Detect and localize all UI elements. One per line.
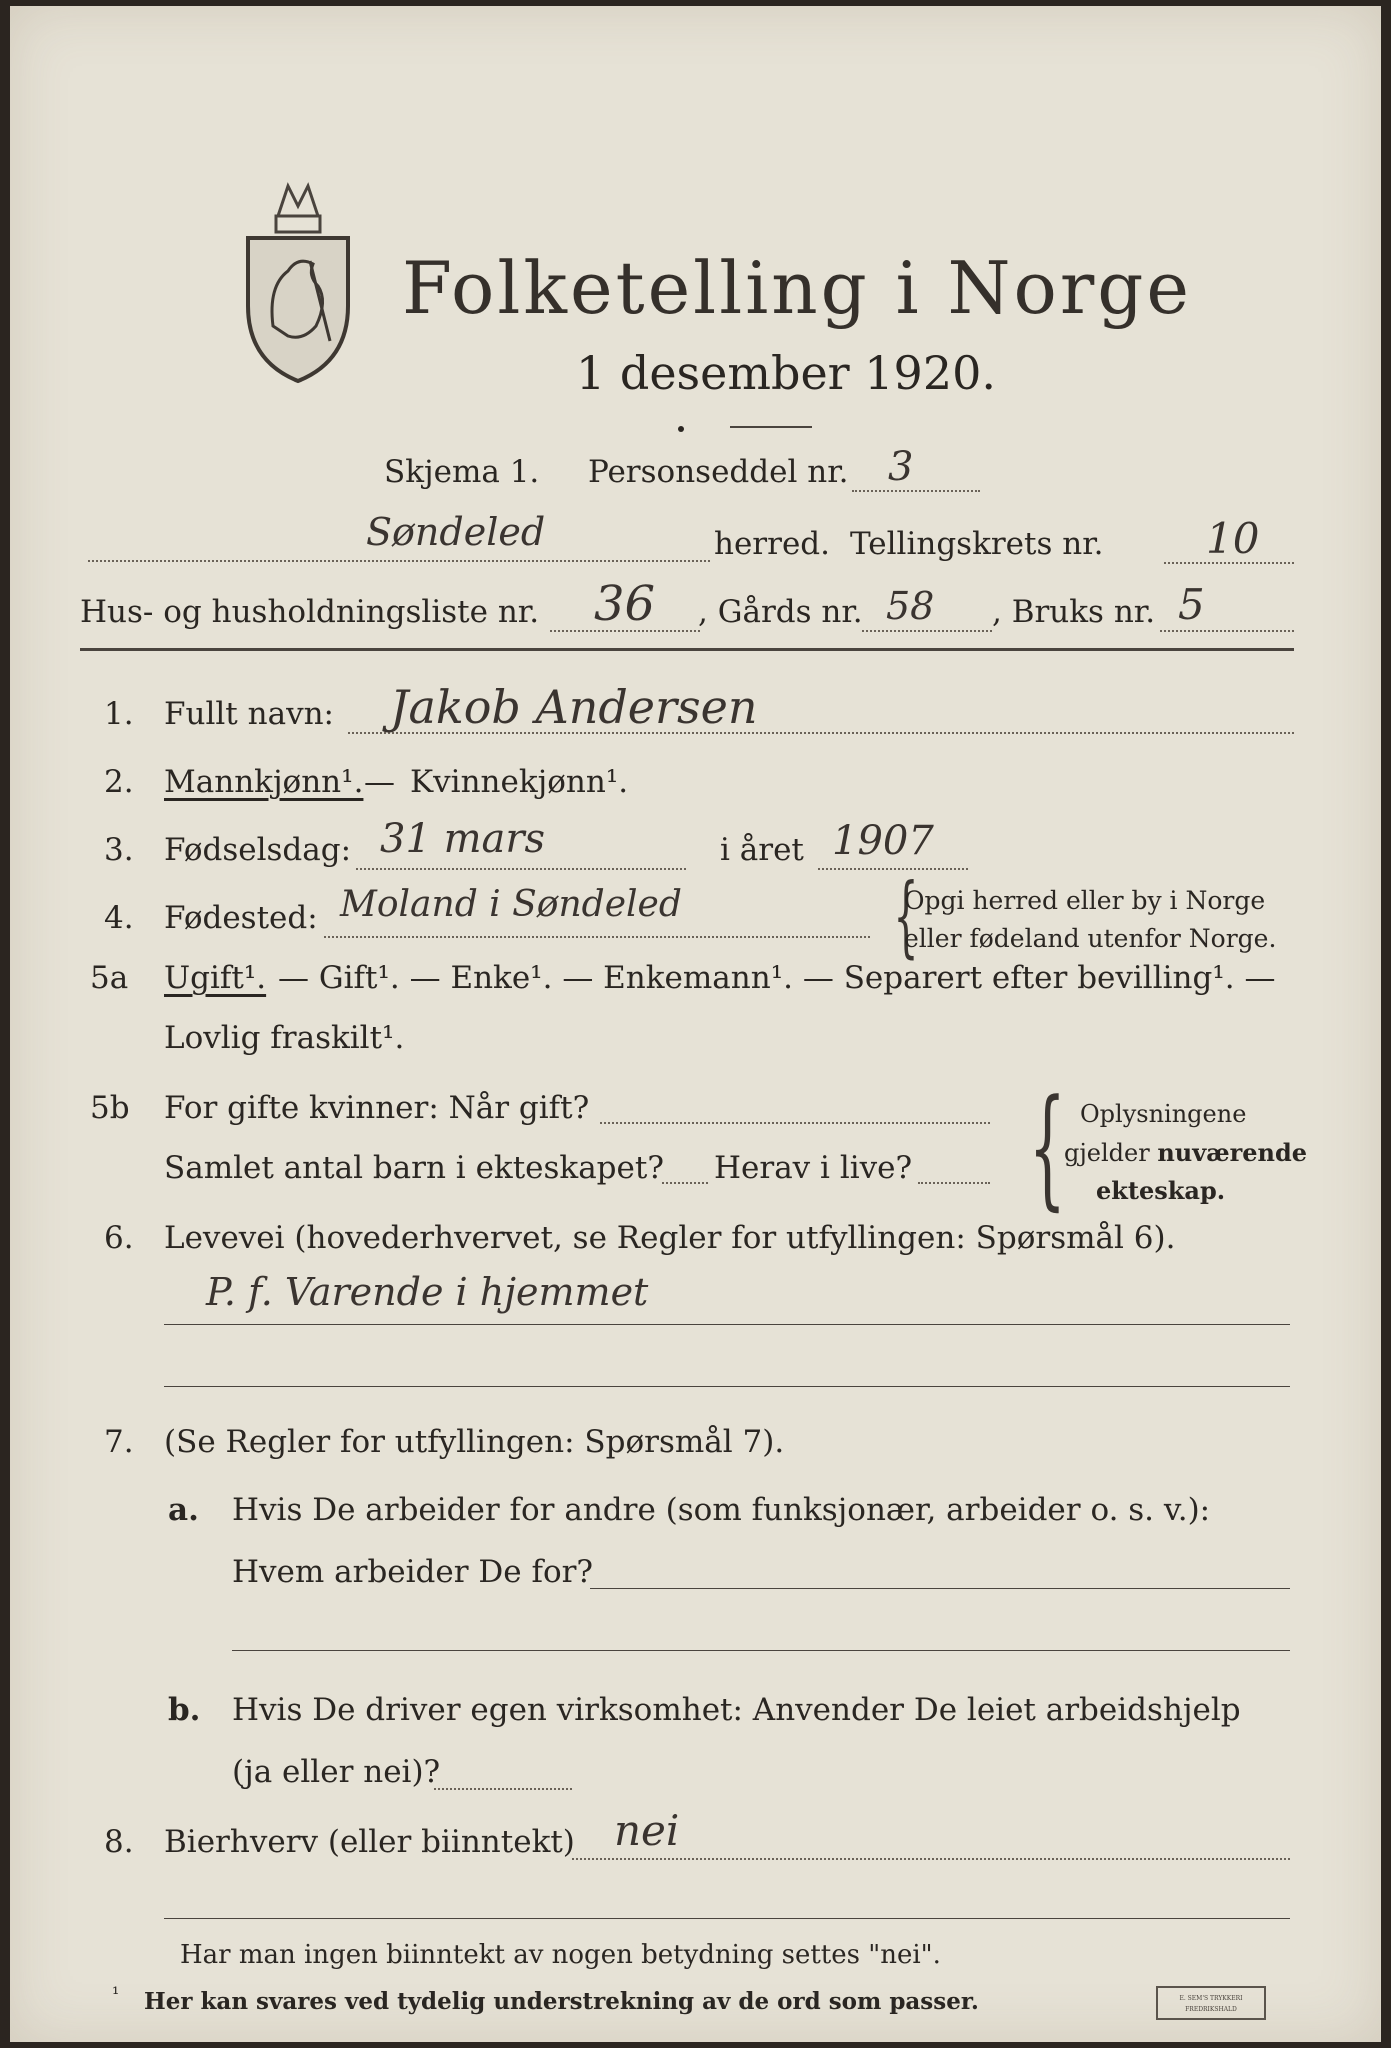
hired-help-line — [434, 1788, 572, 1790]
birthplace-line — [324, 936, 870, 938]
q6-number: 6. — [104, 1220, 134, 1256]
census-form-sheet — [10, 6, 1381, 2042]
marital-ugift-option[interactable]: Ugift¹. — [164, 960, 267, 996]
side-income-line — [572, 1858, 1290, 1860]
gards-label: , Gårds nr. — [698, 594, 863, 630]
personseddel-line — [852, 490, 980, 492]
gards-value[interactable]: 58 — [886, 584, 935, 628]
q8-number: 8. — [104, 1824, 134, 1860]
q7a-label: Hvis De arbeider for andre (som funksjonær, arbeider o. s. v.): — [232, 1492, 1211, 1528]
q7b-label: Hvis De driver egen virksomhet: Anvender De leiet arbeidshjelp — [232, 1692, 1241, 1728]
bruks-value[interactable]: 5 — [1178, 580, 1205, 629]
occupation-line-2 — [164, 1386, 1290, 1387]
q5b-note-line2b: nuværende — [1157, 1138, 1308, 1167]
marital-other-options[interactable]: — Gift¹. — Enke¹. — Enkemann¹. — Separert efter bevilling¹. — — [278, 960, 1276, 996]
q5b-alive-label: Herav i live? — [714, 1150, 913, 1186]
q7-number: 7. — [104, 1424, 134, 1460]
q3-label: Fødselsdag: — [164, 832, 352, 868]
q3-year-label: i året — [720, 832, 804, 868]
norway-coat-of-arms-icon — [238, 176, 358, 386]
side-income-value[interactable]: nei — [614, 1806, 680, 1855]
q7b-number: b. — [168, 1692, 201, 1728]
children-count-line — [662, 1182, 708, 1184]
children-alive-line — [918, 1182, 990, 1184]
birthyear-value[interactable]: 1907 — [832, 818, 934, 864]
bruks-line — [1160, 630, 1294, 632]
gender-separator: — — [364, 764, 395, 800]
occupation-line-1 — [164, 1324, 1290, 1325]
personseddel-label: Personseddel nr. — [588, 454, 849, 490]
employer-line-2 — [232, 1650, 1290, 1651]
birthday-line — [356, 868, 686, 870]
divider-dot — [678, 426, 684, 432]
q8-label: Bierhverv (eller biinntekt) — [164, 1824, 575, 1860]
footer-note: Har man ingen biinntekt av nogen betydning settes "nei". — [180, 1940, 941, 1970]
bruks-label: , Bruks nr. — [992, 594, 1156, 630]
q5b-children-label: Samlet antal barn i ekteskapet? — [164, 1150, 664, 1186]
q7a-number: a. — [168, 1492, 199, 1528]
herred-label: herred. — [714, 526, 830, 562]
q4-number: 4. — [104, 900, 134, 936]
tellingskrets-value[interactable]: 10 — [1206, 514, 1260, 563]
printer-stamp: E. SEM'S TRYKKERI FREDRIKSHALD — [1156, 1986, 1266, 2020]
form-date: 1 desember 1920. — [576, 346, 996, 400]
q7-label: (Se Regler for utfyllingen: Spørsmål 7). — [164, 1424, 785, 1460]
personseddel-value[interactable]: 3 — [888, 444, 914, 490]
header-separator — [80, 648, 1294, 651]
q2-number: 2. — [104, 764, 134, 800]
employer-line-1 — [590, 1588, 1290, 1589]
q5a-number: 5a — [90, 960, 129, 996]
q5b-label: For gifte kvinner: Når gift? — [164, 1090, 590, 1126]
q4-brace: { — [893, 864, 919, 967]
q5b-note-line2a: gjelder — [1064, 1139, 1158, 1167]
gender-male-option[interactable]: Mannkjønn¹. — [164, 764, 364, 800]
q5b-brace: { — [1028, 1071, 1066, 1223]
q5b-number: 5b — [90, 1090, 130, 1126]
q1-label: Fullt navn: — [164, 696, 334, 732]
q4-note-line2: eller fødeland utenfor Norge. — [904, 924, 1277, 953]
hus-label: Hus- og husholdningsliste nr. — [80, 594, 540, 630]
q4-label: Fødested: — [164, 900, 318, 936]
full-name-value[interactable]: Jakob Andersen — [390, 680, 758, 734]
gards-line — [862, 630, 992, 632]
q6-label: Levevei (hovederhvervet, se Regler for utfyllingen: Spørsmål 6). — [164, 1220, 1176, 1256]
herred-line — [88, 560, 710, 562]
q7a-employer-label: Hvem arbeider De for? — [232, 1554, 594, 1590]
side-income-line-2 — [164, 1918, 1290, 1919]
birthplace-value[interactable]: Moland i Søndeled — [340, 884, 682, 925]
q7b-yesno-label: (ja eller nei)? — [232, 1754, 441, 1790]
marital-fraskilt-option[interactable]: Lovlig fraskilt¹. — [164, 1020, 405, 1056]
hus-value[interactable]: 36 — [594, 576, 656, 632]
tellingskrets-label: Tellingskrets nr. — [850, 526, 1104, 562]
footnote-text: Her kan svares ved tydelig understrekning av de ord som passer. — [144, 1988, 979, 2015]
birthday-value[interactable]: 31 mars — [380, 816, 546, 862]
footnote-mark: ¹ — [112, 1984, 120, 2005]
gender-female-option[interactable]: Kvinnekjønn¹. — [410, 764, 629, 800]
married-when-line — [600, 1122, 990, 1124]
q4-note-line1: Opgi herred eller by i Norge — [904, 886, 1266, 915]
q5b-note-line1: Oplysningene — [1080, 1100, 1247, 1128]
q1-number: 1. — [104, 696, 134, 732]
skjema-label: Skjema 1. — [384, 454, 540, 490]
q5b-note-line3: ekteskap. — [1096, 1176, 1226, 1205]
form-title: Folketelling i Norge — [402, 246, 1192, 330]
q3-number: 3. — [104, 832, 134, 868]
occupation-value[interactable]: P. f. Varende i hjemmet — [206, 1270, 649, 1314]
q5b-note-line2 — [1064, 1138, 1307, 1167]
title-divider — [730, 426, 812, 428]
herred-value[interactable]: Søndeled — [366, 510, 546, 554]
